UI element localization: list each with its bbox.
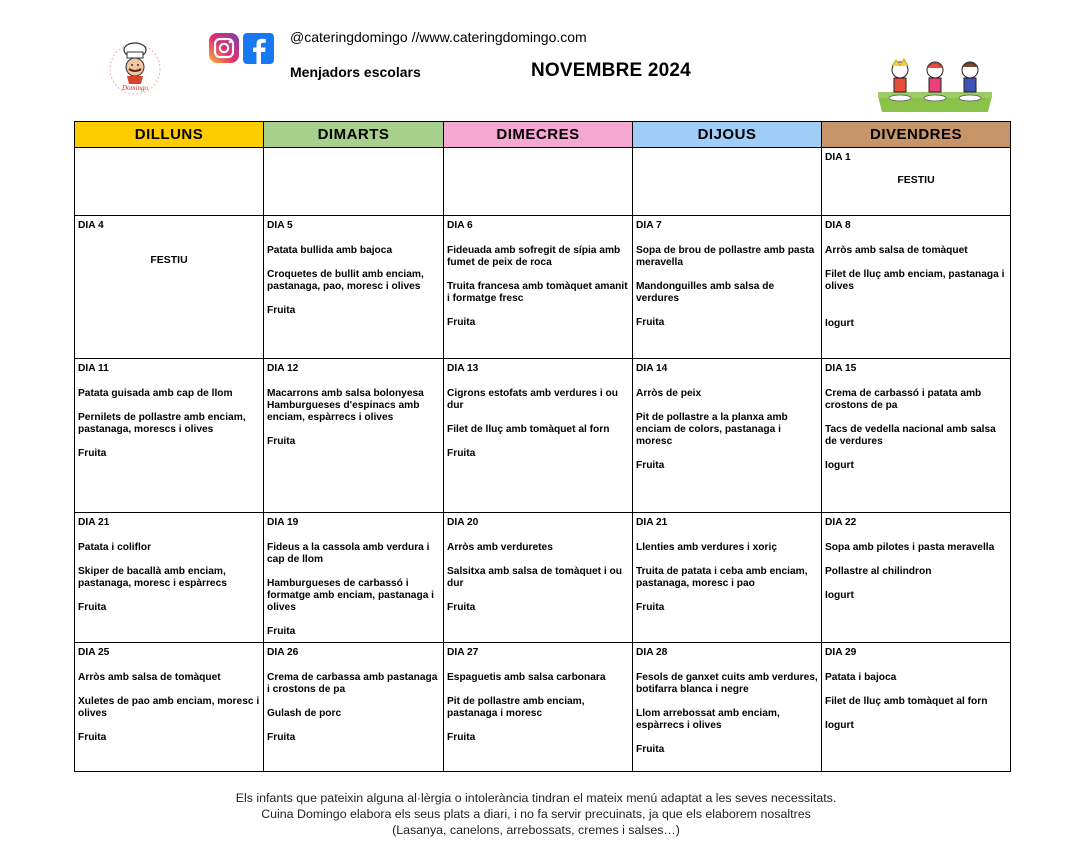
- day-cell: [264, 216, 444, 359]
- header-divendres: DIVENDRES: [822, 122, 1011, 148]
- dish: Fruita: [78, 732, 107, 743]
- dish: Crema de carbassa amb pastanaga i crostons de pa: [267, 672, 438, 695]
- week-row: [75, 513, 1011, 643]
- dish: Hamburgueses d'espinacs amb enciam, espàrrecs i olives: [267, 400, 420, 423]
- dish: Pollastre al chilindron: [825, 566, 932, 577]
- day-number: DIA 22: [825, 517, 857, 528]
- day-number: DIA 6: [447, 220, 473, 231]
- dish: Fesols de ganxet cuits amb verdures, botifarra blanca i negre: [636, 672, 818, 695]
- dish: Filet de lluç amb tomàquet al forn: [825, 696, 988, 707]
- header-dijous: DIJOUS: [633, 122, 822, 148]
- svg-text:Domingo: Domingo: [121, 84, 149, 92]
- dish: Gulash de porc: [267, 708, 342, 719]
- day-cell: [633, 359, 822, 513]
- day-cell: [444, 513, 633, 643]
- dish: Truita de patata i ceba amb enciam, pastanaga, moresc i pao: [636, 566, 808, 589]
- day-cell: [822, 148, 1011, 216]
- dish: Hamburgueses de carbassó i formatge amb enciam, pastanaga i olives: [267, 578, 435, 613]
- day-cell: [822, 643, 1011, 772]
- day-cell: [633, 216, 822, 359]
- dish: Fruita: [636, 744, 665, 755]
- dish: Arròs amb salsa de tomàquet: [825, 245, 968, 256]
- dish: Skiper de bacallà amb enciam, pastanaga, moresc i espàrrecs: [78, 566, 227, 589]
- day-cell: [264, 359, 444, 513]
- day-number: DIA 25: [78, 647, 110, 658]
- day-number: DIA 28: [636, 647, 668, 658]
- dish: Mandonguilles amb salsa de verdures: [636, 281, 775, 304]
- dish: Fruita: [78, 602, 107, 613]
- day-number: DIA 27: [447, 647, 479, 658]
- day-cell: [444, 643, 633, 772]
- dish: Salsitxa amb salsa de tomàquet i ou dur: [447, 566, 622, 589]
- day-cell: [75, 359, 264, 513]
- day-number: DIA 5: [267, 220, 293, 231]
- day-number: DIA 4: [78, 220, 104, 231]
- day-cell: [822, 513, 1011, 643]
- footer-note: [0, 790, 1072, 838]
- day-number: DIA 21: [78, 517, 110, 528]
- page-title: NOVEMBRE 2024: [531, 60, 691, 81]
- dish: Truita francesa amb tomàquet amanit i formatge fresc: [447, 281, 628, 304]
- day-cell: [822, 216, 1011, 359]
- dish: Patata i coliflor: [78, 542, 152, 553]
- dish: Fruita: [267, 732, 296, 743]
- day-number: DIA 15: [825, 363, 857, 374]
- dish: Sopa de brou de pollastre amb pasta meravella: [636, 245, 815, 268]
- week-row: [75, 359, 1011, 513]
- dish: Fideuada amb sofregit de sípia amb fumet de peix de roca: [447, 245, 621, 268]
- holiday-label: FESTIU: [897, 174, 935, 186]
- homemade-examples: (Lasanya, canelons, arrebossats, cremes i salses…): [392, 823, 680, 837]
- day-cell: [633, 513, 822, 643]
- allergy-note: Els infants que pateixin alguna al·lèrgia o intolerància tindran el mateix menú adaptat a les seves necessitats.: [235, 791, 837, 805]
- day-cell-empty: [444, 148, 633, 216]
- day-cell: [264, 643, 444, 772]
- day-cell-empty: [264, 148, 444, 216]
- day-number: DIA 1: [825, 152, 851, 163]
- dish: Espaguetis amb salsa carbonara: [447, 672, 606, 683]
- chef-logo: [103, 38, 167, 96]
- header: [0, 0, 1072, 120]
- dish: Fruita: [636, 602, 665, 613]
- day-number: DIA 11: [78, 363, 109, 374]
- subtitle: Menjadors escolars: [290, 64, 421, 80]
- dish: Fruita: [267, 436, 296, 447]
- dish: Croquetes de bullit amb enciam, pastanaga, pao, moresc i olives: [267, 269, 424, 292]
- dish: Cigrons estofats amb verdures i ou dur: [447, 388, 618, 411]
- day-number: DIA 8: [825, 220, 851, 231]
- dish: Pit de pollastre amb enciam, pastanaga i moresc: [447, 696, 585, 719]
- day-cell-empty: [75, 148, 264, 216]
- website-handle: @cateringdomingo //www.cateringdomingo.com: [290, 29, 587, 45]
- dish: Patata bullida amb bajoca: [267, 245, 393, 256]
- instagram-icon: [209, 33, 239, 63]
- day-number: DIA 14: [636, 363, 668, 374]
- day-cell: [444, 216, 633, 359]
- day-cell: [75, 216, 264, 359]
- dish: Arròs amb verduretes: [447, 542, 553, 553]
- menu-table: [74, 121, 1011, 772]
- dish: Patata i bajoca: [825, 672, 897, 683]
- dish: Fruita: [636, 460, 665, 471]
- day-cell: [444, 359, 633, 513]
- dish: Iogurt: [825, 318, 854, 329]
- dish: Fruita: [447, 448, 476, 459]
- week-row: [75, 148, 1011, 216]
- social-icons: [208, 31, 276, 65]
- header-dilluns: DILLUNS: [75, 122, 264, 148]
- dish: Iogurt: [825, 720, 854, 731]
- day-number: DIA 20: [447, 517, 479, 528]
- dish: Patata guisada amb cap de llom: [78, 388, 233, 399]
- dish: Macarrons amb salsa bolonyesa: [267, 388, 424, 399]
- dish: Fruita: [78, 448, 107, 459]
- dish: Pernilets de pollastre amb enciam, pastanaga, morescs i olives: [78, 412, 246, 435]
- dish: Crema de carbassó i patata amb crostons de pa: [825, 388, 982, 411]
- facebook-icon: [243, 33, 274, 64]
- day-cell: [264, 513, 444, 643]
- dish: Iogurt: [825, 460, 854, 471]
- dish: Pit de pollastre a la planxa amb enciam de colors, pastanaga i moresc: [636, 412, 788, 447]
- day-cell-empty: [633, 148, 822, 216]
- week-row: [75, 643, 1011, 772]
- day-cell: [75, 513, 264, 643]
- dish: Filet de lluç amb tomàquet al forn: [447, 424, 610, 435]
- dish: Fruita: [636, 317, 665, 328]
- dish: Fruita: [447, 732, 476, 743]
- holiday-label: FESTIU: [150, 254, 188, 266]
- week-row: [75, 216, 1011, 359]
- day-number: DIA 26: [267, 647, 299, 658]
- day-number: DIA 21: [636, 517, 668, 528]
- dish: Tacs de vedella nacional amb salsa de verdures: [825, 424, 996, 447]
- dish: Llenties amb verdures i xoriç: [636, 542, 777, 553]
- dish: Arròs de peix: [636, 388, 702, 399]
- day-cell: [822, 359, 1011, 513]
- children-eating-illustration: [878, 56, 992, 112]
- weekday-header-row: [75, 122, 1011, 148]
- homemade-note: Cuina Domingo elabora els seus plats a diari, i no fa servir precuinats, ja que els elaborem nosaltres: [261, 807, 811, 821]
- day-cell: [633, 643, 822, 772]
- day-number: DIA 7: [636, 220, 662, 231]
- header-dimarts: DIMARTS: [264, 122, 444, 148]
- dish: Iogurt: [825, 590, 854, 601]
- dish: Filet de lluç amb enciam, pastanaga i olives: [825, 269, 1005, 292]
- dish: Fruita: [267, 626, 296, 637]
- day-cell: [75, 643, 264, 772]
- dish: Sopa amb pilotes i pasta meravella: [825, 542, 995, 553]
- day-number: DIA 13: [447, 363, 479, 374]
- dish: Fideus a la cassola amb verdura i cap de llom: [267, 542, 430, 565]
- day-number: DIA 12: [267, 363, 299, 374]
- dish: Llom arrebossat amb enciam, espàrrecs i olives: [636, 708, 780, 731]
- dish: Xuletes de pao amb enciam, moresc i olives: [78, 696, 260, 719]
- day-number: DIA 29: [825, 647, 857, 658]
- header-dimecres: DIMECRES: [444, 122, 633, 148]
- dish: Fruita: [267, 305, 296, 316]
- dish: Fruita: [447, 317, 476, 328]
- dish: Fruita: [447, 602, 476, 613]
- dish: Arròs amb salsa de tomàquet: [78, 672, 221, 683]
- day-number: DIA 19: [267, 517, 299, 528]
